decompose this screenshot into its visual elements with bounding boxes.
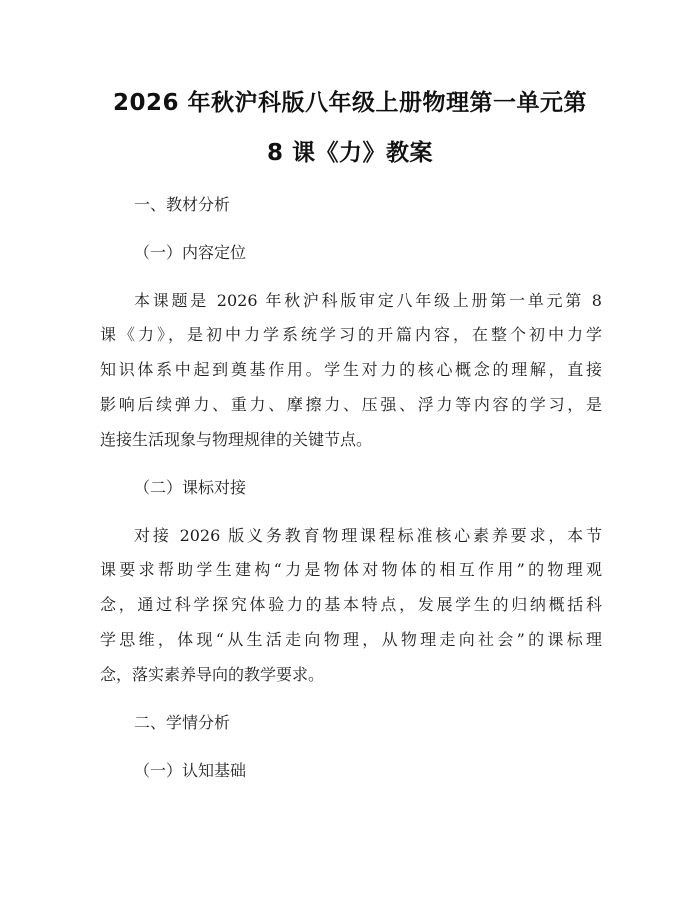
paragraph-line: 课《力》，是初中力学系统学习的开篇内容，在整个初中力学 (100, 325, 602, 344)
paragraph-line: 学思维，体现“从生活走向物理，从物理走向社会”的课标理 (100, 630, 602, 649)
document-title-line-1: 2026 年秋沪科版八年级上册物理第一单元第 (112, 90, 588, 116)
subheading-content-positioning: （一）内容定位 (134, 243, 247, 262)
paragraph-line: 对接 2026 版义务教育物理课程标准核心素养要求，本节 (134, 526, 602, 545)
paragraph-line: 念，通过科学探究体验力的基本特点，发展学生的归纳概括科 (100, 595, 602, 614)
section-heading-student-analysis: 二、学情分析 (134, 713, 231, 732)
paragraph-line: 知识体系中起到奠基作用。学生对力的核心概念的理解，直接 (100, 360, 602, 379)
paragraph-line: 本课题是 2026 年秋沪科版审定八年级上册第一单元第 8 (134, 291, 602, 310)
section-heading-textbook-analysis: 一、教材分析 (134, 195, 231, 214)
paragraph-line: 连接生活现象与物理规律的关键节点。 (100, 430, 373, 449)
paragraph-line: 课要求帮助学生建构“力是物体对物体的相互作用”的物理观 (100, 560, 602, 579)
paragraph-line: 念，落实素养导向的教学要求。 (100, 665, 325, 684)
subheading-cognitive-foundation: （一）认知基础 (134, 761, 247, 780)
paragraph-line: 影响后续弹力、重力、摩擦力、压强、浮力等内容的学习，是 (100, 395, 602, 414)
document-title-line-2: 8 课《力》教案 (266, 140, 433, 166)
subheading-curriculum-alignment: （二）课标对接 (134, 478, 247, 497)
